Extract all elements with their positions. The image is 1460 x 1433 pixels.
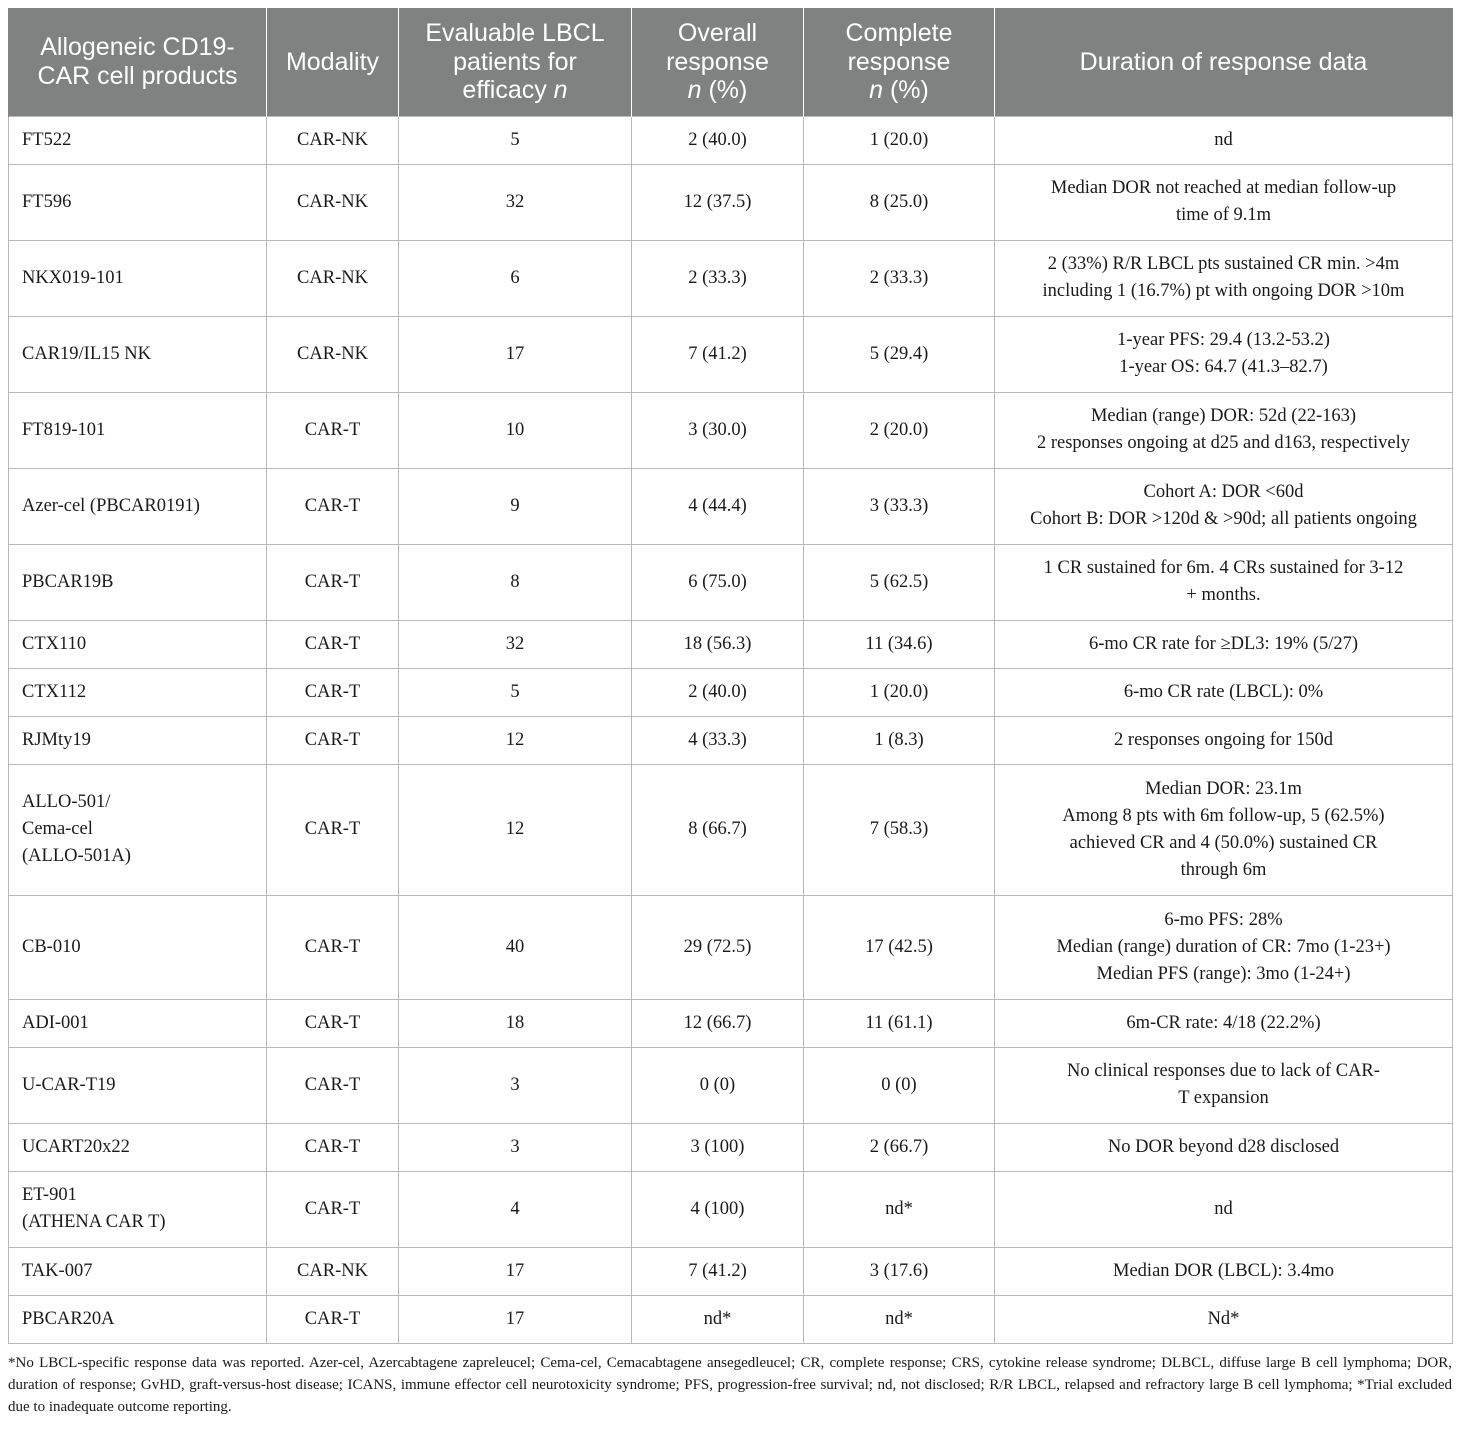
cell-evaluable-n: 3 [399, 1123, 632, 1171]
cell-modality: CAR-NK [267, 1247, 399, 1295]
cell-line: FT522 [22, 129, 72, 150]
cell-line: Cohort A: DOR <60d [1143, 482, 1304, 502]
cell-duration [995, 164, 1453, 240]
cell-line: 2 responses ongoing for 150d [1114, 729, 1333, 750]
header-line: Complete [845, 19, 953, 47]
cell-line: Nd* [1207, 1308, 1240, 1329]
cell-complete-response: nd* [804, 1295, 995, 1343]
cell-line: CTX110 [22, 633, 87, 654]
cell-evaluable-n: 32 [399, 164, 632, 240]
cell-duration [995, 392, 1453, 468]
table-row [9, 1123, 1453, 1171]
table-row [9, 1171, 1453, 1247]
table-footnote: *No LBCL-specific response data was reported. Azer-cel, Azercabtagene zapreleucel; Cema-cel, Cemacabtagene ansegedleucel; CR, complete response; CRS, cytokine release syndrome; DLBCL, diffuse large B cell lymphoma; DOR, duration of response; GvHD, graft-versus-host disease; ICANS, immune effector cell neurotoxicity syndrome; PFS, progression-free survival; nd, not disclosed; R/R LBCL, relapsed and refractory large B cell lymphoma; *Trial excluded due to inadequate outcome reporting. [8, 1355, 1452, 1415]
cell-line: UCART20x22 [22, 1136, 130, 1157]
cell-complete-response: 3 (17.6) [804, 1247, 995, 1295]
table-row [9, 544, 1453, 620]
cell-modality: CAR-NK [267, 164, 399, 240]
cell-evaluable-n: 12 [399, 716, 632, 764]
header-line: Duration of response data [1079, 47, 1368, 76]
cell-line: time of 9.1m [1175, 205, 1272, 225]
header-line [409, 76, 621, 105]
cell-evaluable-n: 4 [399, 1171, 632, 1247]
cell-product [9, 240, 267, 316]
header-evaluable-n [399, 8, 632, 116]
header-text: efficacy [462, 76, 554, 104]
cell-line: CB-010 [22, 936, 81, 957]
table-header [9, 8, 1453, 116]
cell-complete-response: 1 (20.0) [804, 116, 995, 164]
cell-line: (ALLO-501A) [22, 846, 131, 866]
cell-modality: CAR-T [267, 716, 399, 764]
cell-evaluable-n: 32 [399, 620, 632, 668]
table-row [9, 716, 1453, 764]
cell-line: Median PFS (range): 3mo (1-24+) [1096, 963, 1351, 984]
cell-product [9, 1171, 267, 1247]
cell-modality: CAR-T [267, 1047, 399, 1123]
cell-line: ADI-001 [22, 1012, 89, 1033]
header-row [9, 8, 1453, 116]
cell-overall-response: 29 (72.5) [632, 895, 804, 999]
cell-line: 6-mo CR rate for ≥DL3: 19% (5/27) [1088, 633, 1359, 654]
cell-duration [995, 1123, 1453, 1171]
cell-overall-response: 3 (30.0) [632, 392, 804, 468]
cell-modality: CAR-T [267, 1123, 399, 1171]
cell-overall-response: nd* [632, 1295, 804, 1343]
cell-line: Median DOR (LBCL): 3.4mo [1113, 1260, 1334, 1281]
cell-line: 2 responses ongoing at d25 and d163, respectively [1036, 433, 1410, 453]
cell-product [9, 1123, 267, 1171]
header-suffix: (%) [701, 76, 748, 104]
cell-line: CAR19/IL15 NK [22, 343, 151, 364]
cell-line: NKX019-101 [22, 267, 124, 288]
header-line: response [847, 47, 951, 76]
table-row [9, 116, 1453, 164]
table-row [9, 1295, 1453, 1343]
cell-overall-response: 2 (40.0) [632, 116, 804, 164]
cell-modality: CAR-T [267, 999, 399, 1047]
header-line: response [666, 47, 769, 76]
cell-evaluable-n: 18 [399, 999, 632, 1047]
cell-product [9, 1247, 267, 1295]
header-complete-response [804, 8, 995, 116]
cell-evaluable-n: 6 [399, 240, 632, 316]
cell-line: Azer-cel (PBCAR0191) [22, 495, 200, 516]
cell-line: FT596 [22, 191, 72, 212]
table-row [9, 164, 1453, 240]
cell-duration [995, 999, 1453, 1047]
cell-duration [995, 668, 1453, 716]
cell-product [9, 544, 267, 620]
table-row [9, 1247, 1453, 1295]
cell-modality: CAR-T [267, 668, 399, 716]
cell-line: CTX112 [22, 681, 87, 702]
cell-line: Among 8 pts with 6m follow-up, 5 (62.5%) [1062, 805, 1385, 826]
cell-overall-response: 4 (100) [632, 1171, 804, 1247]
header-suffix: (%) [883, 76, 929, 104]
header-line: Evaluable LBCL [425, 19, 605, 47]
cell-line: 2 (33%) R/R LBCL pts sustained CR min. >4m [1047, 254, 1400, 274]
cell-evaluable-n: 8 [399, 544, 632, 620]
cell-complete-response: 17 (42.5) [804, 895, 995, 999]
cell-complete-response: nd* [804, 1171, 995, 1247]
table-row [9, 764, 1453, 895]
cell-complete-response: 2 (33.3) [804, 240, 995, 316]
cell-complete-response: 11 (34.6) [804, 620, 995, 668]
cell-evaluable-n: 5 [399, 116, 632, 164]
header-product [9, 8, 267, 116]
cell-line: ET-901 [22, 1185, 77, 1205]
cell-complete-response: 3 (33.3) [804, 468, 995, 544]
cell-line: T expansion [1178, 1088, 1269, 1108]
cell-product [9, 668, 267, 716]
cell-overall-response: 4 (44.4) [632, 468, 804, 544]
cell-line: achieved CR and 4 (50.0%) sustained CR [1069, 832, 1378, 853]
cell-overall-response: 7 (41.2) [632, 316, 804, 392]
cell-line: FT819-101 [22, 419, 106, 440]
cell-line: No clinical responses due to lack of CAR- [1067, 1061, 1380, 1081]
cell-line: PBCAR19B [22, 571, 114, 592]
cell-evaluable-n: 5 [399, 668, 632, 716]
cell-duration [995, 240, 1453, 316]
header-italic-n: n [869, 76, 884, 104]
header-italic-n: n [687, 76, 702, 104]
header-italic-n: n [553, 76, 568, 104]
cell-evaluable-n: 17 [399, 1247, 632, 1295]
cell-complete-response: 5 (62.5) [804, 544, 995, 620]
cell-line: 1-year PFS: 29.4 (13.2-53.2) [1117, 330, 1330, 350]
cell-overall-response: 7 (41.2) [632, 1247, 804, 1295]
cell-duration [995, 1247, 1453, 1295]
cell-duration [995, 116, 1453, 164]
cell-modality: CAR-T [267, 468, 399, 544]
cell-complete-response: 11 (61.1) [804, 999, 995, 1047]
header-line [642, 76, 793, 105]
cell-line: Median (range) DOR: 52d (22-163) [1090, 406, 1357, 426]
cell-product [9, 620, 267, 668]
cell-modality: CAR-NK [267, 116, 399, 164]
cell-evaluable-n: 17 [399, 316, 632, 392]
cell-product [9, 999, 267, 1047]
header-overall-response [632, 8, 804, 116]
cell-complete-response: 8 (25.0) [804, 164, 995, 240]
cell-product [9, 764, 267, 895]
cell-evaluable-n: 9 [399, 468, 632, 544]
response-table [8, 8, 1453, 1344]
cell-duration [995, 764, 1453, 895]
table-row [9, 620, 1453, 668]
cell-line: Median DOR not reached at median follow-up [1050, 178, 1397, 198]
cell-overall-response: 2 (33.3) [632, 240, 804, 316]
cell-duration [995, 620, 1453, 668]
cell-complete-response: 1 (8.3) [804, 716, 995, 764]
table-row [9, 668, 1453, 716]
cell-evaluable-n: 40 [399, 895, 632, 999]
header-line: Allogeneic CD19- [40, 33, 235, 62]
cell-line: 6-mo CR rate (LBCL): 0% [1123, 681, 1324, 702]
header-line [814, 76, 984, 105]
cell-product [9, 116, 267, 164]
cell-evaluable-n: 17 [399, 1295, 632, 1343]
cell-line: 1 CR sustained for 6m. 4 CRs sustained for 3-12 [1043, 558, 1404, 578]
cell-line: TAK-007 [22, 1260, 93, 1281]
cell-line: No DOR beyond d28 disclosed [1107, 1136, 1340, 1157]
cell-complete-response: 7 (58.3) [804, 764, 995, 895]
cell-product [9, 895, 267, 999]
cell-line: including 1 (16.7%) pt with ongoing DOR >10m [1042, 281, 1405, 301]
cell-overall-response: 3 (100) [632, 1123, 804, 1171]
cell-complete-response: 1 (20.0) [804, 668, 995, 716]
cell-evaluable-n: 12 [399, 764, 632, 895]
cell-line: + months. [1186, 585, 1261, 605]
header-line: Modality [285, 47, 380, 76]
header-line: patients for [453, 47, 577, 76]
cell-complete-response: 0 (0) [804, 1047, 995, 1123]
cell-duration [995, 1295, 1453, 1343]
cell-line: 6m-CR rate: 4/18 (22.2%) [1126, 1012, 1321, 1033]
cell-modality: CAR-NK [267, 316, 399, 392]
cell-line: through 6m [1180, 859, 1267, 880]
table-body [9, 116, 1453, 1343]
cell-line: Median (range) duration of CR: 7mo (1-23+) [1056, 936, 1391, 957]
cell-duration [995, 1171, 1453, 1247]
cell-overall-response: 0 (0) [632, 1047, 804, 1123]
header-modality [267, 8, 399, 116]
cell-overall-response: 12 (37.5) [632, 164, 804, 240]
cell-modality: CAR-NK [267, 240, 399, 316]
table-row [9, 240, 1453, 316]
header-line: CAR cell products [37, 61, 238, 90]
cell-evaluable-n: 3 [399, 1047, 632, 1123]
cell-product [9, 316, 267, 392]
header-duration [995, 8, 1453, 116]
cell-line: nd [1214, 129, 1233, 150]
cell-overall-response: 2 (40.0) [632, 668, 804, 716]
cell-modality: CAR-T [267, 1171, 399, 1247]
cell-modality: CAR-T [267, 764, 399, 895]
cell-product [9, 468, 267, 544]
table-row [9, 1047, 1453, 1123]
cell-complete-response: 2 (20.0) [804, 392, 995, 468]
cell-duration [995, 468, 1453, 544]
cell-line: Cohort B: DOR >120d & >90d; all patients ongoing [1030, 509, 1417, 529]
cell-line: (ATHENA CAR T) [22, 1212, 166, 1232]
cell-modality: CAR-T [267, 620, 399, 668]
cell-duration [995, 716, 1453, 764]
cell-product [9, 392, 267, 468]
cell-overall-response: 6 (75.0) [632, 544, 804, 620]
cell-duration [995, 895, 1453, 999]
cell-modality: CAR-T [267, 392, 399, 468]
table-row [9, 895, 1453, 999]
cell-line: 6-mo PFS: 28% [1164, 909, 1283, 930]
table-row [9, 999, 1453, 1047]
cell-line: PBCAR20A [22, 1308, 115, 1329]
cell-product [9, 164, 267, 240]
cell-complete-response: 2 (66.7) [804, 1123, 995, 1171]
cell-line: 1-year OS: 64.7 (41.3–82.7) [1119, 357, 1328, 377]
cell-product [9, 1295, 267, 1343]
cell-line: Median DOR: 23.1m [1145, 778, 1302, 799]
cell-line: RJMty19 [22, 729, 91, 750]
cell-overall-response: 12 (66.7) [632, 999, 804, 1047]
cell-modality: CAR-T [267, 895, 399, 999]
cell-line: nd [1214, 1198, 1233, 1219]
cell-complete-response: 5 (29.4) [804, 316, 995, 392]
cell-line: Cema-cel [22, 819, 93, 839]
cell-modality: CAR-T [267, 544, 399, 620]
cell-evaluable-n: 10 [399, 392, 632, 468]
table-row [9, 468, 1453, 544]
cell-duration [995, 544, 1453, 620]
cell-product [9, 1047, 267, 1123]
cell-overall-response: 8 (66.7) [632, 764, 804, 895]
cell-duration [995, 316, 1453, 392]
cell-line: U-CAR-T19 [22, 1074, 116, 1095]
cell-overall-response: 18 (56.3) [632, 620, 804, 668]
table-row [9, 316, 1453, 392]
cell-product [9, 716, 267, 764]
cell-line: ALLO-501/ [22, 792, 111, 812]
table-row [9, 392, 1453, 468]
cell-modality: CAR-T [267, 1295, 399, 1343]
header-line: Overall [677, 19, 758, 47]
cell-duration [995, 1047, 1453, 1123]
cell-overall-response: 4 (33.3) [632, 716, 804, 764]
